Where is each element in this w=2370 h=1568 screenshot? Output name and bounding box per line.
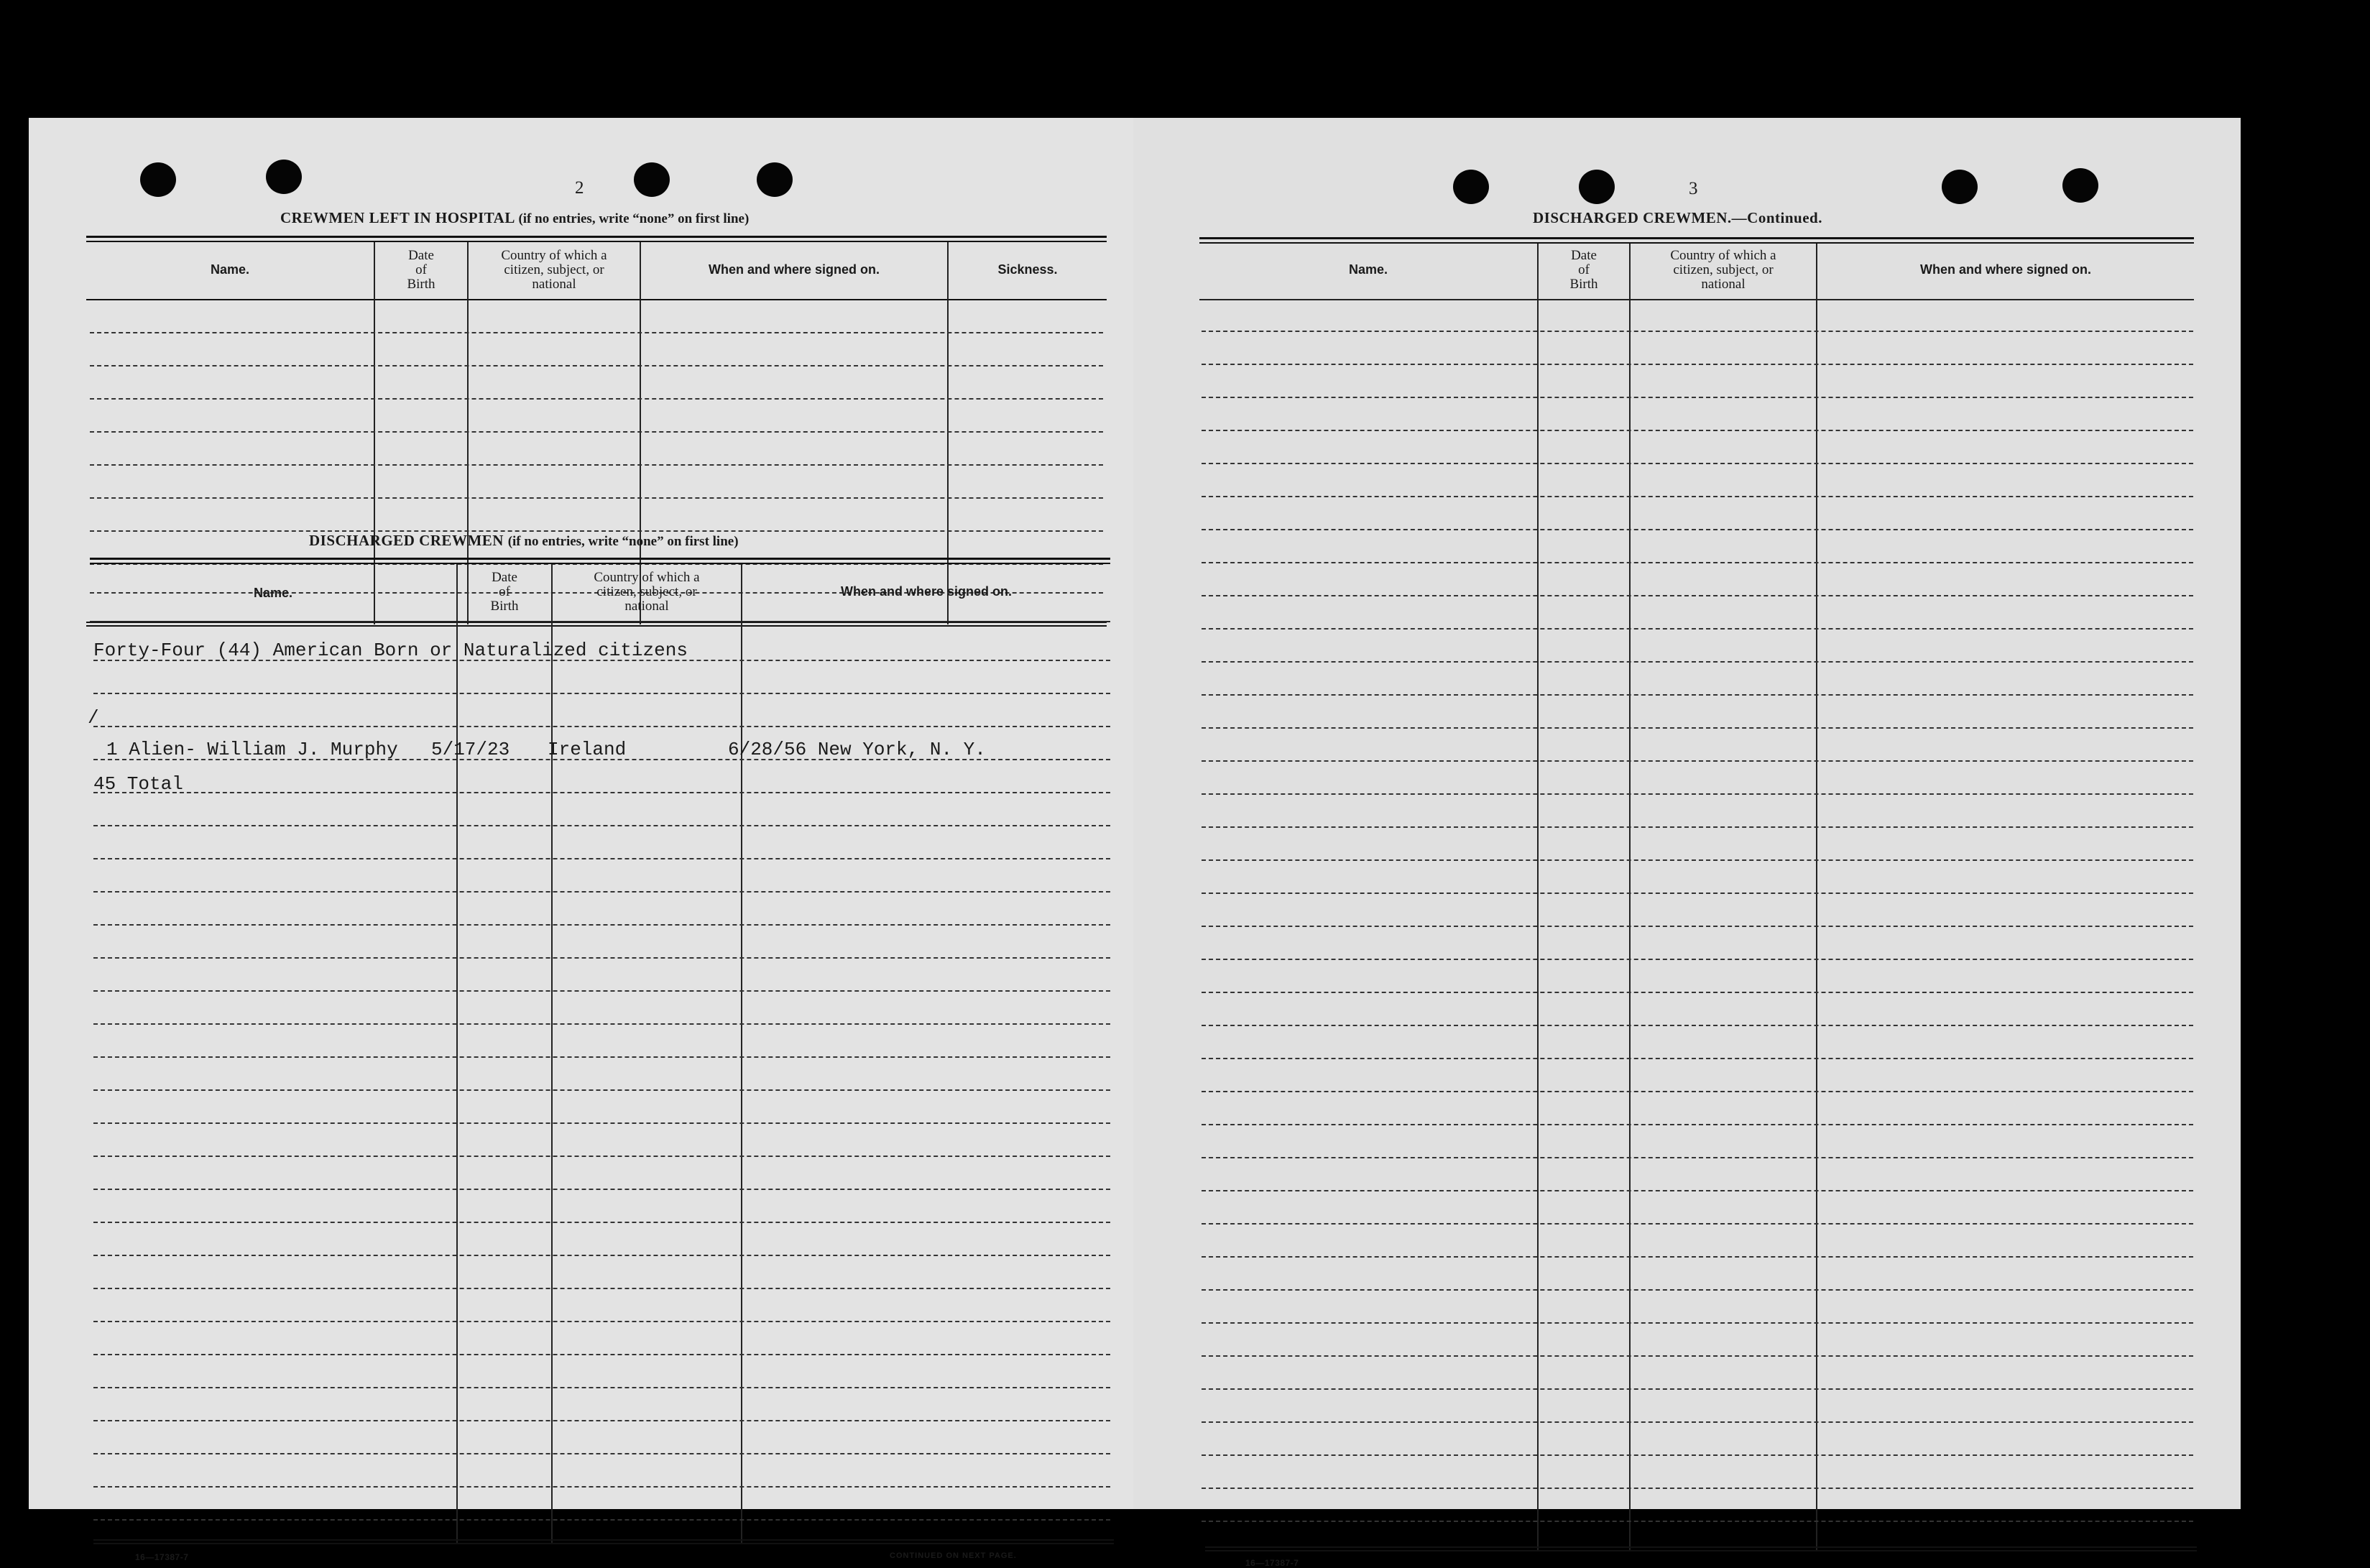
column-divider — [467, 242, 469, 624]
header-line: of — [1578, 262, 1590, 277]
entry-total: 45 Total — [93, 773, 183, 795]
hospital-section-title — [280, 209, 749, 227]
entry-alien-name: 1 Alien- William J. Murphy — [106, 739, 398, 760]
entry-line — [1202, 893, 2193, 894]
entry-line — [1202, 1289, 2193, 1291]
header-line: Date — [492, 570, 517, 585]
punch-hole — [140, 162, 176, 197]
header-line: Date — [1571, 248, 1597, 263]
column-header-name: Name. — [210, 262, 250, 277]
left-page — [29, 118, 1133, 1562]
entry-alien-dob: 5/17/23 — [431, 739, 510, 760]
entry-line — [1202, 694, 2193, 696]
entry-line — [93, 1486, 1110, 1488]
entry-line — [93, 1056, 1110, 1058]
entry-line — [1202, 1058, 2193, 1059]
rule — [86, 241, 1107, 242]
entry-line — [93, 1519, 1110, 1521]
continued-note: CONTINUED ON NEXT PAGE. — [890, 1551, 1017, 1560]
entry-citizens-line: Forty-Four (44) American Born or Naturalized citizens — [93, 640, 688, 661]
entry-line — [93, 1255, 1110, 1256]
entry-line — [1202, 1256, 2193, 1258]
rule — [86, 236, 1107, 238]
entry-line — [93, 924, 1110, 926]
entry-line — [1202, 397, 2193, 398]
entry-line — [1202, 430, 2193, 431]
entry-line — [1202, 1488, 2193, 1489]
entry-line — [93, 1189, 1110, 1190]
header-line: citizen, subject, or — [596, 584, 697, 599]
rule — [1199, 237, 2194, 239]
column-divider — [551, 564, 553, 1543]
entry-line — [1202, 562, 2193, 563]
header-line: citizen, subject, or — [1673, 262, 1774, 277]
column-header-dob — [458, 571, 551, 614]
header-line: national — [624, 599, 669, 614]
header-rule — [90, 621, 1110, 622]
rule — [1205, 1546, 2197, 1548]
entry-line — [93, 1354, 1110, 1355]
entry-line — [1202, 1388, 2193, 1390]
entry-line — [93, 1321, 1110, 1322]
column-header-country — [469, 249, 640, 292]
entry-line — [93, 792, 1110, 793]
entry-line — [93, 1420, 1110, 1421]
page-number: 3 — [1689, 179, 1698, 198]
discharged-section-title — [309, 532, 739, 550]
entry-line — [90, 365, 1103, 366]
entry-line — [93, 1156, 1110, 1157]
header-line: national — [532, 277, 576, 292]
entry-line — [1202, 727, 2193, 729]
punch-hole — [1453, 170, 1489, 204]
entry-line — [93, 1288, 1110, 1289]
column-divider — [640, 242, 641, 624]
header-line: of — [415, 262, 427, 277]
column-divider — [374, 242, 375, 624]
entry-alien-signed-on: 6/28/56 New York, N. Y. — [728, 739, 986, 760]
column-header-dob — [375, 249, 467, 292]
entry-line — [1202, 826, 2193, 828]
header-line: Country of which a — [501, 248, 607, 263]
column-header-signed: When and where signed on. — [708, 262, 880, 277]
column-header-dob — [1539, 249, 1629, 292]
entry-line — [1202, 1421, 2193, 1423]
header-line: Birth — [490, 599, 519, 614]
entry-line — [1202, 926, 2193, 927]
entry-line — [1202, 496, 2193, 497]
entry-line — [93, 1122, 1110, 1124]
entry-line — [93, 693, 1110, 694]
discharged-title-text: DISCHARGED CREWMEN — [309, 532, 504, 549]
column-header-name: Name. — [253, 586, 293, 600]
entry-line — [93, 1023, 1110, 1025]
entry-line — [93, 1453, 1110, 1454]
punch-hole — [1579, 170, 1615, 204]
entry-line — [1202, 1355, 2193, 1357]
entry-line — [1202, 661, 2193, 663]
entry-line — [1202, 331, 2193, 332]
rule — [90, 563, 1110, 564]
header-line: national — [1701, 277, 1746, 292]
header-line: Birth — [1569, 277, 1598, 292]
entry-line — [1202, 1091, 2193, 1092]
header-line: Country of which a — [1670, 248, 1776, 263]
entry-line — [90, 464, 1103, 466]
page-number: 2 — [575, 178, 584, 198]
header-rule — [1199, 299, 2194, 300]
entry-line — [1202, 628, 2193, 629]
header-line: Country of which a — [594, 570, 700, 585]
entry-line — [1202, 463, 2193, 464]
entry-line — [1202, 1190, 2193, 1191]
rule — [86, 625, 1107, 627]
header-line: of — [499, 584, 510, 599]
hospital-title-note: (if no entries, write “none” on first line) — [518, 211, 750, 226]
column-header-sickness: Sickness. — [997, 262, 1058, 277]
entry-tick-mark: / — [88, 707, 99, 729]
entry-line — [1202, 1521, 2193, 1522]
column-header-signed: When and where signed on. — [840, 584, 1013, 599]
entry-line — [93, 1387, 1110, 1388]
right-page — [1133, 118, 2241, 1568]
entry-line — [93, 726, 1110, 727]
rule — [93, 1543, 1114, 1544]
column-header-name: Name. — [1348, 262, 1388, 277]
header-line: Birth — [407, 277, 435, 292]
entry-line — [1202, 859, 2193, 861]
form-number: 16—17387-7 — [1245, 1558, 1299, 1568]
punch-hole — [266, 160, 302, 194]
entry-line — [1202, 992, 2193, 993]
entry-line — [1202, 529, 2193, 530]
entry-line — [1202, 1223, 2193, 1225]
entry-line — [90, 431, 1103, 433]
entry-line — [90, 497, 1103, 499]
hospital-title-text: CREWMEN LEFT IN HOSPITAL — [280, 209, 515, 226]
column-header-signed: When and where signed on. — [1919, 262, 2092, 277]
punch-hole — [1942, 170, 1978, 204]
entry-line — [1202, 760, 2193, 762]
entry-line — [1202, 1157, 2193, 1158]
header-rule — [86, 299, 1107, 300]
entry-line — [93, 990, 1110, 992]
column-divider — [947, 242, 949, 624]
entry-line — [1202, 1454, 2193, 1456]
column-divider — [741, 564, 742, 1543]
punch-hole — [2062, 168, 2098, 203]
rule — [1199, 242, 2194, 244]
punch-hole — [634, 162, 670, 197]
column-divider — [456, 564, 458, 1543]
entry-line — [93, 825, 1110, 826]
discharged-continued-title: DISCHARGED CREWMEN.—Continued. — [1533, 209, 1822, 226]
entry-line — [1202, 959, 2193, 960]
entry-line — [90, 398, 1103, 400]
entry-alien-country: Ireland — [548, 739, 627, 760]
header-line: Date — [408, 248, 434, 263]
entry-line — [1202, 1025, 2193, 1026]
entry-line — [93, 891, 1110, 893]
entry-line — [93, 1089, 1110, 1091]
entry-line — [93, 957, 1110, 959]
entry-line — [93, 858, 1110, 859]
entry-line — [90, 332, 1103, 333]
discharged-title-note: (if no entries, write “none” on first line) — [507, 534, 739, 549]
rule — [1205, 1550, 2197, 1551]
rule — [90, 558, 1110, 560]
entry-line — [1202, 793, 2193, 795]
form-number: 16—17387-7 — [135, 1552, 189, 1562]
entry-line — [1202, 364, 2193, 365]
column-header-country — [553, 571, 741, 614]
entry-line — [1202, 1124, 2193, 1125]
entry-line — [1202, 595, 2193, 596]
entry-line — [93, 1222, 1110, 1223]
column-header-country — [1631, 249, 1816, 292]
punch-hole — [757, 162, 793, 197]
header-line: citizen, subject, or — [504, 262, 604, 277]
entry-line — [1202, 1322, 2193, 1324]
